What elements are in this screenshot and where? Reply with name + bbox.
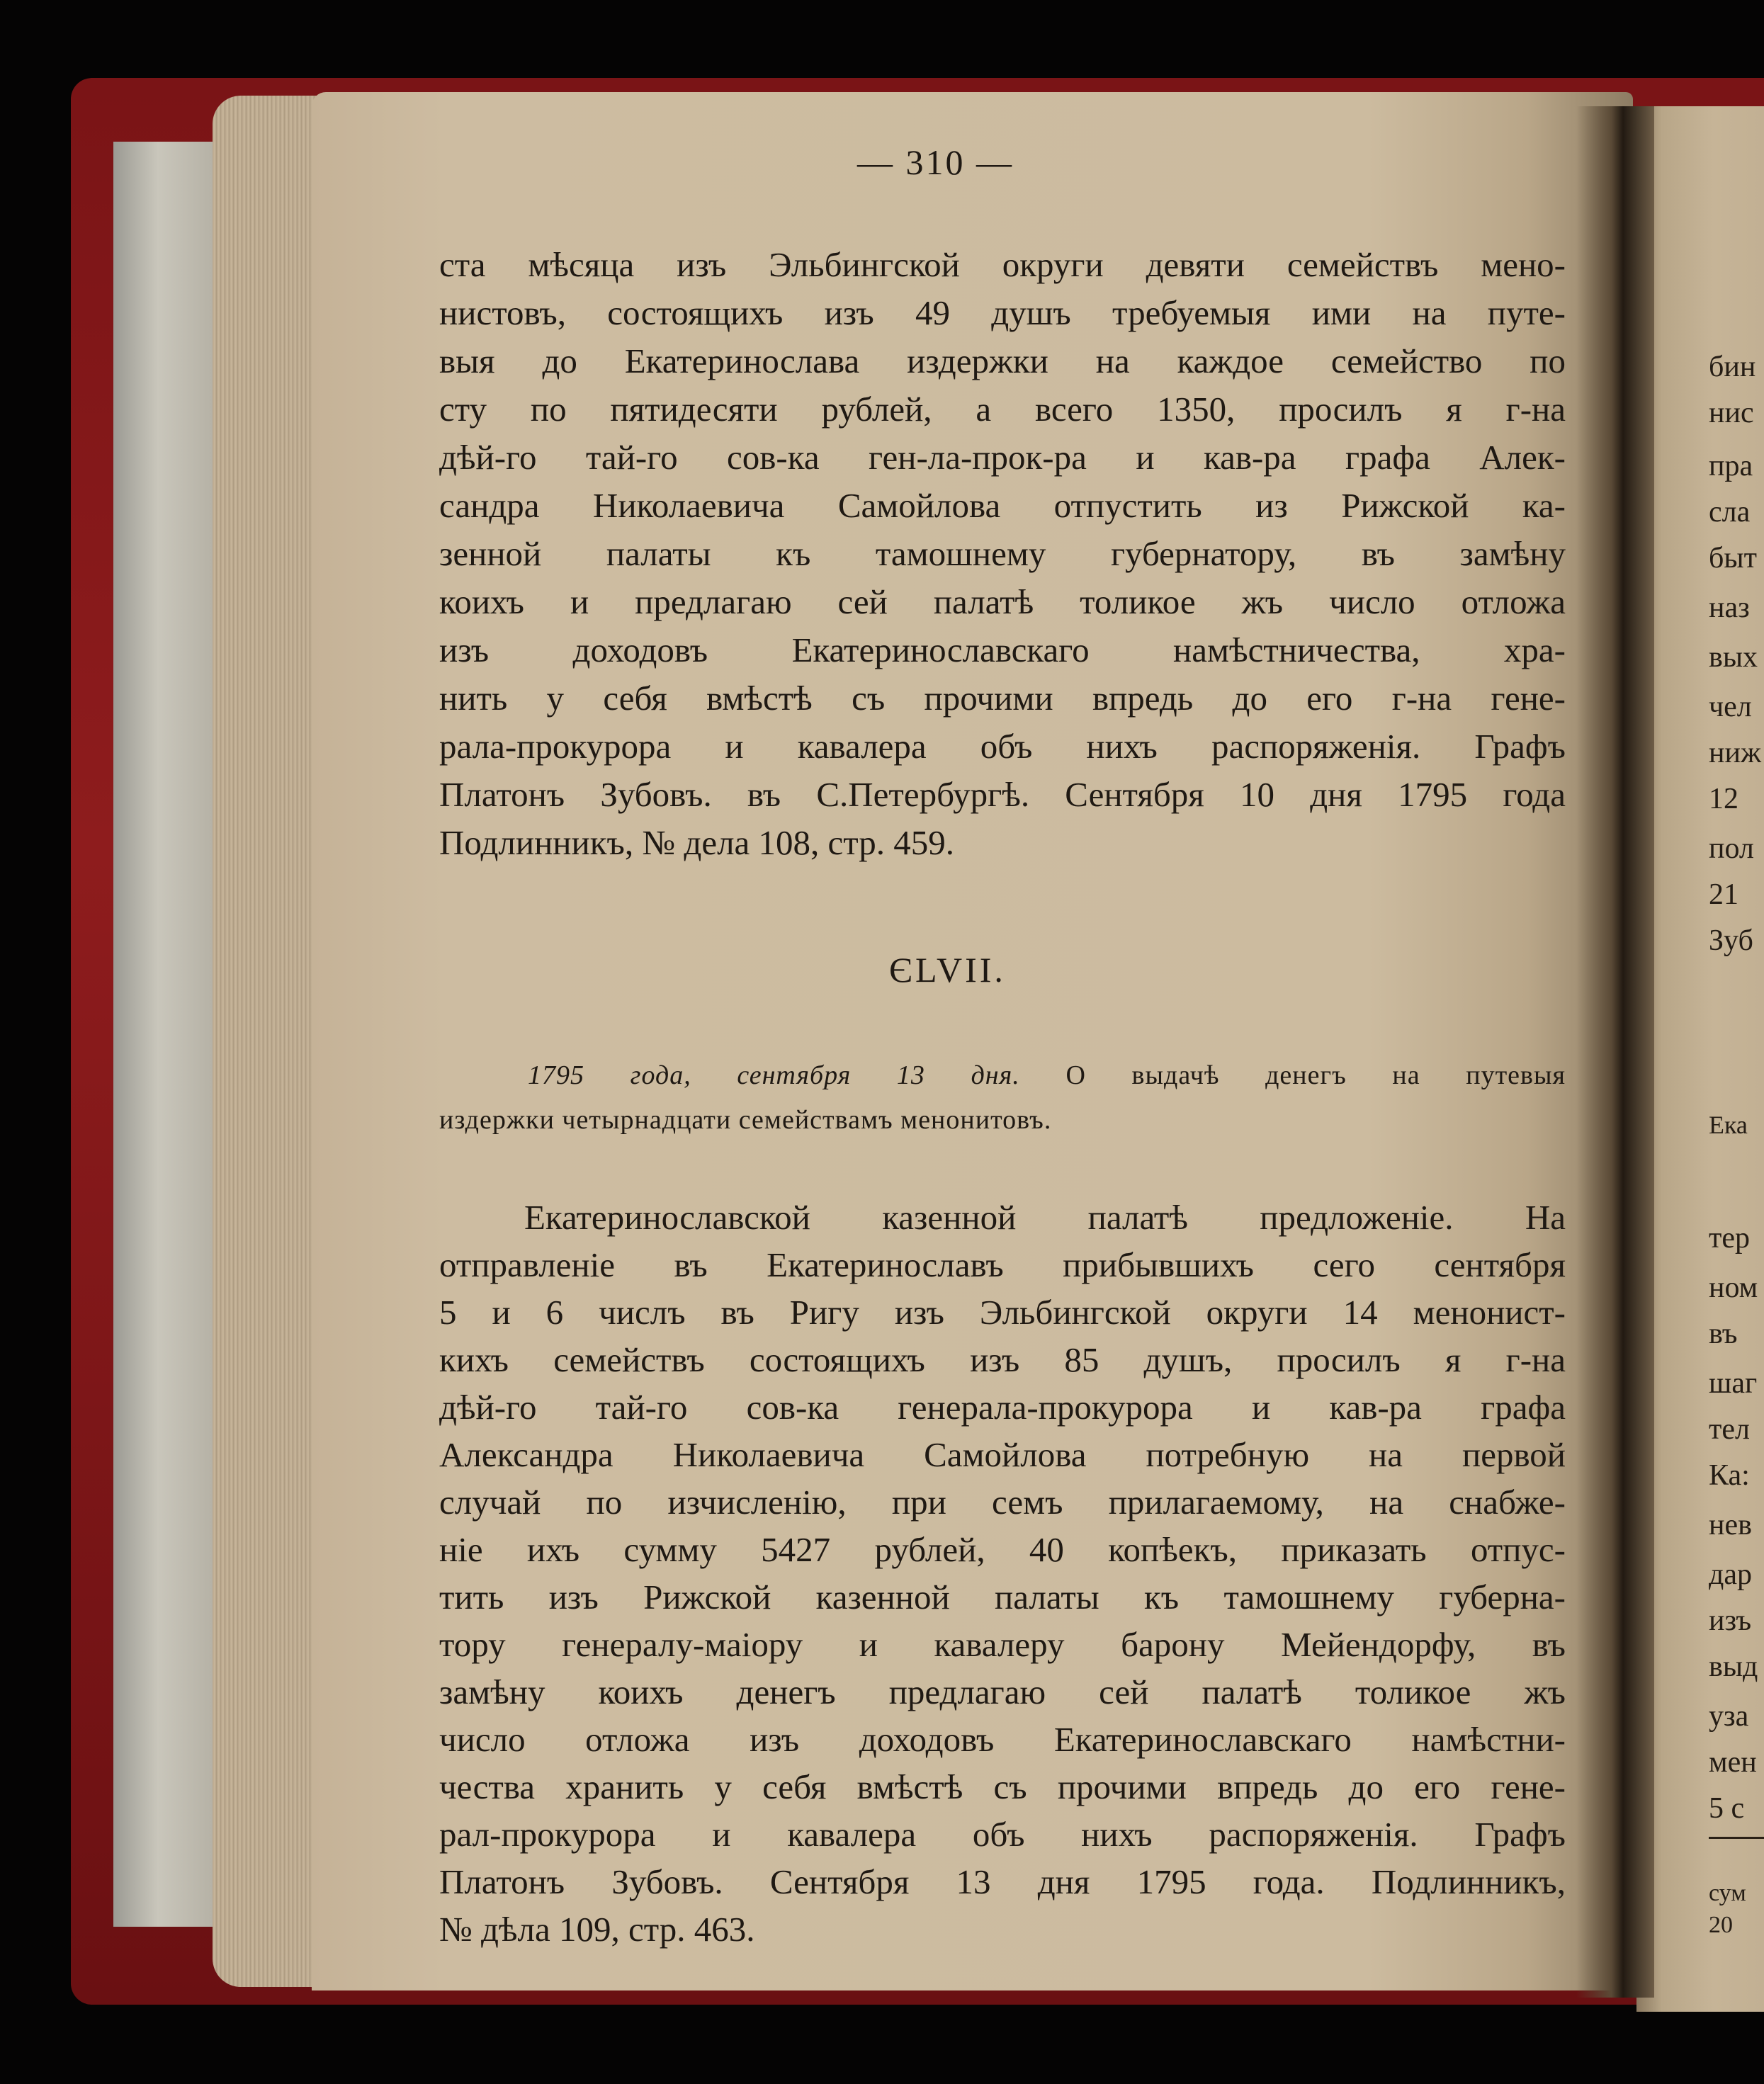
right-page-fragment: вых: [1709, 641, 1758, 674]
right-page-fragment: сла: [1709, 496, 1751, 528]
right-page-fragment: дар: [1709, 1558, 1753, 1591]
right-page-fragment: выд: [1709, 1650, 1758, 1683]
page-number: — 310 —: [857, 142, 1014, 182]
body-line: случай по изчисленію, при семъ прилагаемому, на снабже-: [439, 1483, 1566, 1522]
body-line: ста мѣсяца изъ Эльбингской округи девяти семействъ мено-: [439, 245, 1566, 284]
book-gutter: [1576, 106, 1654, 1998]
right-page-fragment: 5 с: [1709, 1792, 1745, 1825]
body-line: сандра Николаевича Самойлова отпустить из Рижской ка-: [439, 486, 1566, 525]
body-line: тору генералу-маіору и кавалеру барону Мейендорфу, въ: [439, 1625, 1566, 1664]
right-page-fragment: сум: [1709, 1880, 1746, 1906]
body-line: № дѣла 109, стр. 463.: [439, 1910, 755, 1949]
right-page-fragment: Зуб: [1709, 924, 1753, 957]
body-line: Платонъ Зубовъ. въ С.Петербургѣ. Сентября 10 дня 1795 года: [439, 775, 1566, 814]
body-line: Подлинникъ, № дела 108, стр. 459.: [439, 823, 955, 862]
right-page-fragment: мен: [1709, 1746, 1757, 1779]
summary-line: [528, 1055, 1566, 1095]
right-page-fragment: ном: [1709, 1272, 1758, 1304]
right-page-fragment: пра: [1709, 450, 1753, 482]
body-line: замѣну коихъ денегъ предлагаю сей палатѣ толикое жъ: [439, 1672, 1566, 1711]
right-page-fragment: въ: [1709, 1318, 1738, 1350]
body-line: 5 и 6 числъ въ Ригу изъ Эльбингской округи 14 менонист-: [439, 1293, 1566, 1332]
body-line: рала-прокурора и кавалера объ нихъ распоряженія. Графъ: [439, 727, 1566, 766]
right-page-fragment: изъ: [1709, 1604, 1752, 1637]
body-line: ніе ихъ сумму 5427 рублей, 40 копѣекъ, приказать отпус-: [439, 1530, 1566, 1569]
body-line: дѣй-го тай-го сов-ка ген-ла-прок-ра и кав-ра графа Алек-: [439, 438, 1566, 477]
right-page-fragment: нис: [1709, 397, 1754, 429]
right-page-fragment: бин: [1709, 351, 1756, 383]
body-line: чества хранить у себя вмѣстѣ съ прочими впредь до его гене-: [439, 1767, 1566, 1806]
body-line: Екатеринославской казенной палатѣ предложеніе. На: [524, 1198, 1566, 1237]
body-line: рал-прокурора и кавалера объ нихъ распоряженія. Графъ: [439, 1815, 1566, 1854]
right-page-fragment: шаг: [1709, 1367, 1758, 1400]
right-page-fragment: быт: [1709, 542, 1757, 574]
body-line: выя до Екатеринослава издержки на каждое семейство по: [439, 341, 1566, 380]
summary-date: 1795 года, сентября 13 дня.: [528, 1060, 1020, 1090]
right-page-fragment: чел: [1709, 691, 1752, 723]
body-line: число отложа изъ доходовъ Екатеринославскаго намѣстни-: [439, 1720, 1566, 1759]
body-line: коихъ и предлагаю сей палатѣ толикое жъ число отложа: [439, 582, 1566, 621]
body-line: дѣй-го тай-го сов-ка генерала-прокурора и кав-ра графа: [439, 1388, 1566, 1427]
summary-line: издержки четырнадцати семействамъ менонитовъ.: [439, 1105, 1052, 1135]
body-line: зенной палаты къ тамошнему губернатору, въ замѣну: [439, 534, 1566, 573]
body-line: нить у себя вмѣстѣ съ прочими впредь до его г-на гене-: [439, 679, 1566, 718]
right-page-fragment: тер: [1709, 1222, 1750, 1255]
footnote-rule: [1709, 1837, 1764, 1839]
page-block-edge: [113, 142, 213, 1927]
body-line: отправленіе въ Екатеринославъ прибывшихъ сего сентября: [439, 1245, 1566, 1284]
body-line: кихъ семействъ состоящихъ изъ 85 душъ, просилъ я г-на: [439, 1340, 1566, 1379]
right-page-fragment: 12: [1709, 783, 1738, 815]
right-page-fragment: уза: [1709, 1700, 1749, 1733]
right-page-fragment: Ека: [1709, 1111, 1748, 1139]
right-page-fragment: 20: [1709, 1912, 1733, 1938]
right-page-fragment: 21: [1709, 878, 1738, 911]
right-page-fragment: пол: [1709, 832, 1754, 865]
body-line: тить изъ Рижской казенной палаты къ тамошнему губерна-: [439, 1578, 1566, 1616]
body-line: нистовъ, состоящихъ изъ 49 душъ требуемыя ими на путе-: [439, 293, 1566, 332]
right-page-fragment: нев: [1709, 1509, 1752, 1541]
summary-text: О выдачѣ денегъ на путевыя: [1065, 1060, 1566, 1090]
right-page-fragment: наз: [1709, 591, 1750, 624]
section-heading: ЄLVII.: [889, 950, 1006, 990]
body-line: Платонъ Зубовъ. Сентября 13 дня 1795 года. Подлинникъ,: [439, 1862, 1566, 1901]
right-page-fragment: Ка:: [1709, 1459, 1750, 1492]
body-line: изъ доходовъ Екатеринославскаго намѣстничества, хра-: [439, 630, 1566, 669]
body-line: Александра Николаевича Самойлова потребную на первой: [439, 1435, 1566, 1474]
right-page-fragment: тел: [1709, 1413, 1750, 1446]
body-line: сту по пятидесяти рублей, а всего 1350, просилъ я г-на: [439, 390, 1566, 429]
right-page-fragment: ниж: [1709, 737, 1761, 769]
